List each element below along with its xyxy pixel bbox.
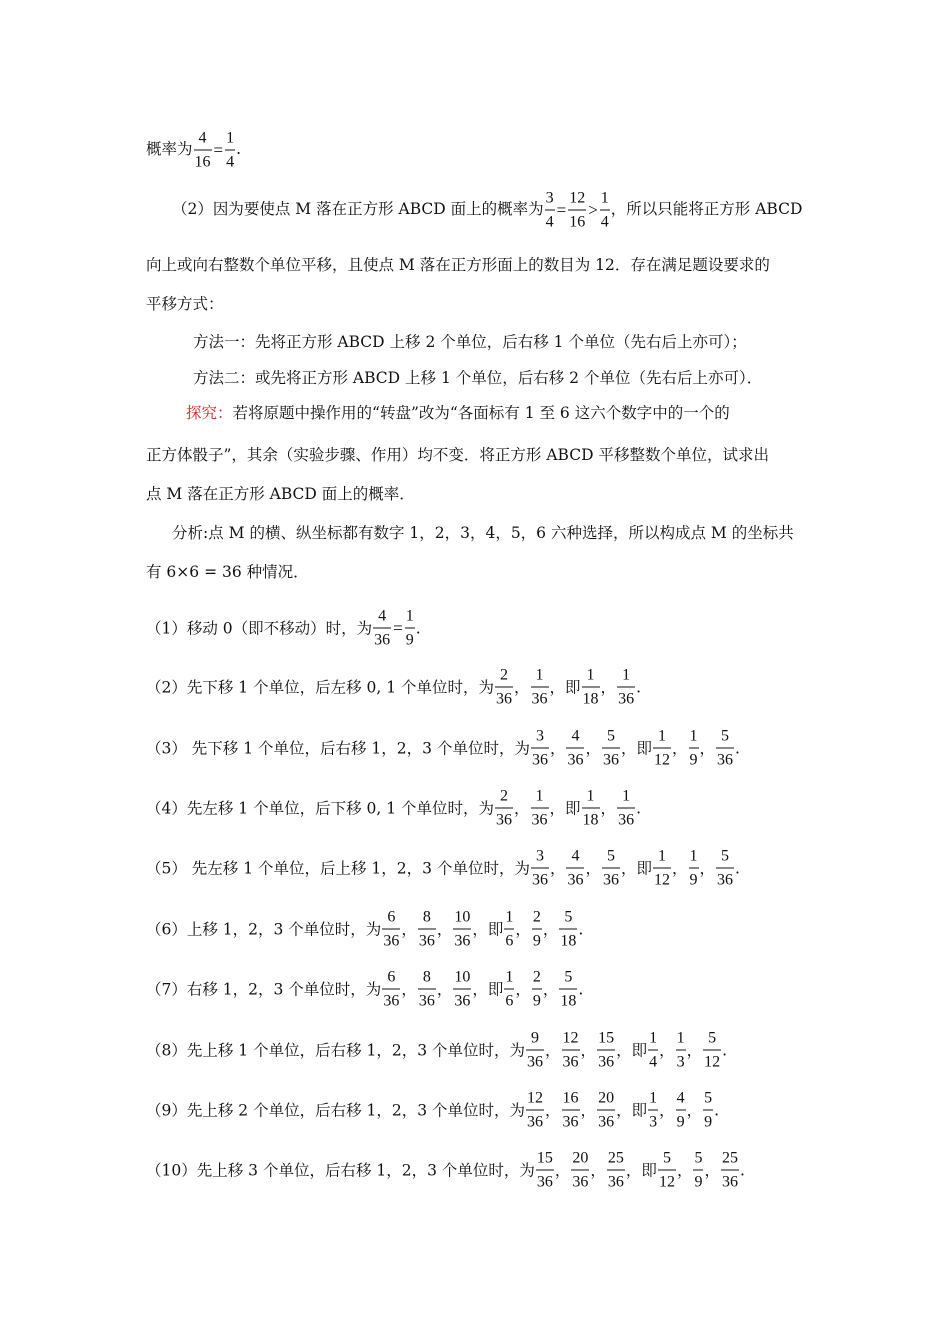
- comma: ，: [659, 1041, 675, 1059]
- case-line: [146, 908, 583, 951]
- comma: ，: [436, 980, 453, 998]
- case-label: （3） 先下移 1 个单位，后右移 1，2，3 个单位时，为: [146, 739, 530, 757]
- period: .: [735, 859, 740, 877]
- fraction: $\frac{1}{6}$: [505, 908, 514, 950]
- fraction: $\frac{9}{36}$: [527, 1029, 544, 1071]
- fraction: $\frac{4}{9}$: [676, 1089, 685, 1131]
- fraction: $\frac{1}{3}$: [676, 1029, 685, 1071]
- comma: ，: [515, 920, 531, 938]
- case-label: （4）先左移 1 个单位，后下移 0, 1 个单位时，为: [146, 799, 495, 817]
- period: .: [636, 799, 641, 817]
- comma: ，: [515, 980, 531, 998]
- comma: ，: [585, 739, 601, 757]
- comma: ，: [676, 1161, 693, 1179]
- case-label: （1）移动 0（即不移动）时，为: [146, 619, 373, 637]
- fraction: $\frac{5}{36}$: [602, 847, 619, 889]
- comma: ，: [672, 859, 688, 877]
- fraction: $\frac{8}{36}$: [418, 968, 435, 1010]
- equals-sign: =: [393, 618, 403, 637]
- comma: ，: [580, 1101, 597, 1119]
- ji-text: ，即: [472, 980, 504, 998]
- case-label: （7）右移 1，2，3 个单位时，为: [146, 980, 382, 998]
- case-label: （8）先上移 1 个单位，后右移 1，2，3 个单位时，为: [146, 1041, 526, 1059]
- comma: ，: [686, 1101, 703, 1119]
- comma: ，: [545, 1101, 561, 1119]
- fraction: $\frac{20}{36}$: [572, 1149, 589, 1191]
- fraction: $\frac{5}{9}$: [694, 1149, 703, 1191]
- case-label: （5） 先左移 1 个单位，后上移 1，2，3 个单位时，为: [146, 859, 530, 877]
- fraction: $\frac{4}{16}$: [194, 129, 211, 171]
- fraction: $\frac{1}{4}$: [226, 129, 235, 171]
- comma: ，: [554, 1161, 571, 1179]
- fraction: $\frac{5}{18}$: [560, 968, 577, 1010]
- fraction: $\frac{1}{4}$: [649, 1029, 658, 1071]
- fraction: $\frac{6}{36}$: [383, 968, 400, 1010]
- period: .: [739, 1161, 745, 1179]
- case-line: [146, 968, 583, 1011]
- fraction: $\frac{12}{36}$: [527, 1089, 544, 1131]
- probability-line: 概率为 $\frac{4}{16}$ = $\frac{1}{4}$ .: [146, 129, 242, 171]
- fraction: $\frac{2}{9}$: [532, 968, 541, 1010]
- comma: ，: [580, 1041, 597, 1059]
- comma: ，: [672, 739, 688, 757]
- comma: ，: [659, 1101, 675, 1119]
- comma: ，: [542, 920, 559, 938]
- fraction: $\frac{5}{12}$: [704, 1029, 721, 1071]
- case-line: [146, 787, 641, 830]
- case-line: [146, 1029, 727, 1072]
- fraction: $\frac{3}{36}$: [531, 727, 548, 769]
- fraction: $\frac{1}{36}$: [618, 666, 635, 708]
- fraction: $\frac{3}{4}$: [545, 189, 554, 231]
- fraction: $\frac{1}{9}$: [405, 607, 414, 649]
- fraction: $\frac{25}{36}$: [607, 1149, 624, 1191]
- analysis-line-2: 有 6×6 = 36 种情况．: [146, 563, 309, 581]
- fraction: $\frac{6}{36}$: [383, 908, 400, 950]
- period: .: [415, 619, 421, 637]
- comma: ，: [514, 678, 530, 696]
- explore-line-3: 点 M 落在正方形 ABCD 面上的概率．: [146, 485, 415, 503]
- fraction: $\frac{4}{36}$: [567, 727, 584, 769]
- case-label: （10）先上移 3 个单位，后右移 1，2，3 个单位时，为: [146, 1161, 535, 1179]
- case-label: （2）先下移 1 个单位，后左移 0, 1 个单位时，为: [146, 678, 495, 696]
- case-line: [146, 847, 740, 890]
- fraction: $\frac{5}{18}$: [560, 908, 577, 950]
- fraction: $\frac{16}{36}$: [562, 1089, 579, 1131]
- fraction: $\frac{1}{36}$: [531, 666, 548, 708]
- comma: ，: [600, 678, 617, 696]
- comma: ，: [549, 859, 566, 877]
- ji-text: ，即: [620, 739, 652, 757]
- fraction: $\frac{5}{36}$: [602, 727, 619, 769]
- fraction: $\frac{2}{36}$: [496, 666, 513, 708]
- comma: ，: [436, 920, 453, 938]
- period: .: [636, 678, 641, 696]
- paragraph-2-line-2: 向上或向右整数个单位平移，且使点 M 落在正方形面上的数目为 12．存在满足题设要求的: [146, 256, 770, 274]
- fraction: $\frac{10}{36}$: [454, 968, 471, 1010]
- paragraph-2-line-1: （2）因为要使点 M 落在正方形 ABCD 面上的概率为 $\frac{3}{4}$ = $\frac{12}{16}$ > $\frac{1}{4}$ ，所以只能将正方形 ABCD: [172, 189, 803, 231]
- fraction: $\frac{1}{12}$: [654, 847, 670, 889]
- comma: ，: [585, 859, 601, 877]
- fraction: $\frac{2}{36}$: [496, 787, 513, 829]
- fraction: $\frac{8}{36}$: [418, 908, 435, 950]
- fraction: $\frac{1}{12}$: [654, 727, 670, 769]
- fraction: $\frac{1}{3}$: [649, 1089, 658, 1131]
- period: .: [735, 739, 740, 757]
- period: .: [722, 1041, 728, 1059]
- ji-text: ，即: [472, 920, 504, 938]
- comma: ，: [549, 739, 566, 757]
- fraction: $\frac{5}{36}$: [717, 727, 734, 769]
- fraction: $\frac{1}{9}$: [689, 847, 698, 889]
- case-line: [146, 1149, 745, 1192]
- fraction: $\frac{5}{12}$: [658, 1149, 675, 1191]
- fraction: $\frac{15}{36}$: [598, 1029, 615, 1071]
- fraction: $\frac{25}{36}$: [721, 1149, 738, 1191]
- comma: ，: [704, 1161, 720, 1179]
- ji-text: ，即: [625, 1161, 657, 1179]
- greater-than-sign: >: [588, 200, 598, 219]
- paragraph-2-line-3: 平移方式：: [146, 295, 224, 313]
- ji-text: ，即: [549, 799, 581, 817]
- equals-sign: =: [213, 140, 224, 159]
- case-label: （6）上移 1，2，3 个单位时，为: [146, 920, 382, 938]
- fraction: $\frac{15}{36}$: [536, 1149, 553, 1191]
- period: .: [714, 1101, 720, 1119]
- comma: ，: [600, 799, 617, 817]
- comma: ，: [542, 980, 559, 998]
- case-line: [146, 727, 740, 770]
- explore-line-1: 探究：若将原题中操作用的“转盘”改为“各面标有 1 至 6 这六个数字中的一个的: [186, 404, 730, 422]
- comma: ，: [545, 1041, 561, 1059]
- fraction: $\frac{10}{36}$: [454, 908, 471, 950]
- case-line: [146, 607, 421, 650]
- ji-text: ，即: [616, 1041, 648, 1059]
- ji-text: ，即: [620, 859, 652, 877]
- fraction: $\frac{5}{9}$: [704, 1089, 713, 1131]
- comma: ，: [686, 1041, 703, 1059]
- case-line: [146, 1089, 719, 1132]
- fraction: $\frac{12}{16}$: [569, 189, 586, 231]
- method-one: 方法一：先将正方形 ABCD 上移 2 个单位，后右移 1 个单位（先右后上亦可）；: [193, 333, 747, 351]
- fraction: $\frac{1}{36}$: [618, 787, 635, 829]
- fraction: $\frac{1}{6}$: [505, 968, 514, 1010]
- fraction: $\frac{1}{36}$: [531, 787, 548, 829]
- comma: ，: [401, 920, 417, 938]
- comma: ，: [590, 1161, 606, 1179]
- explore-label: 探究：: [186, 404, 233, 422]
- fraction: $\frac{1}{18}$: [582, 787, 599, 829]
- fraction: $\frac{5}{36}$: [717, 847, 734, 889]
- comma: ，: [699, 739, 716, 757]
- comma: ，: [401, 980, 417, 998]
- case-line: [146, 666, 641, 709]
- method-two: 方法二：或先将正方形 ABCD 上移 1 个单位，后右移 2 个单位（先右后上亦可）．: [193, 369, 763, 387]
- fraction: $\frac{1}{4}$: [600, 189, 609, 231]
- fraction: $\frac{3}{36}$: [531, 847, 548, 889]
- fraction: $\frac{4}{36}$: [567, 847, 584, 889]
- fraction: $\frac{1}{18}$: [582, 666, 599, 708]
- period: .: [578, 920, 584, 938]
- text: 概率为: [146, 140, 193, 158]
- ji-text: ，即: [616, 1101, 648, 1119]
- fraction: $\frac{1}{9}$: [689, 727, 698, 769]
- ji-text: ，即: [549, 678, 581, 696]
- fraction: $\frac{4}{36}$: [374, 607, 391, 649]
- period: .: [578, 980, 584, 998]
- comma: ，: [699, 859, 716, 877]
- fraction: $\frac{20}{36}$: [598, 1089, 615, 1131]
- explore-line-2: 正方体骰子”，其余（实验步骤、作用）均不变．将正方形 ABCD 平移整数个单位，试求出: [146, 446, 769, 464]
- comma: ，: [514, 799, 530, 817]
- fraction: $\frac{12}{36}$: [562, 1029, 579, 1071]
- analysis-line-1: 分析:点 M 的横、纵坐标都有数字 1，2，3，4，5，6 六种选择，所以构成点 M 的坐标共: [172, 524, 794, 542]
- fraction: $\frac{2}{9}$: [532, 908, 541, 950]
- case-label: （9）先上移 2 个单位，后右移 1，2，3 个单位时，为: [146, 1101, 526, 1119]
